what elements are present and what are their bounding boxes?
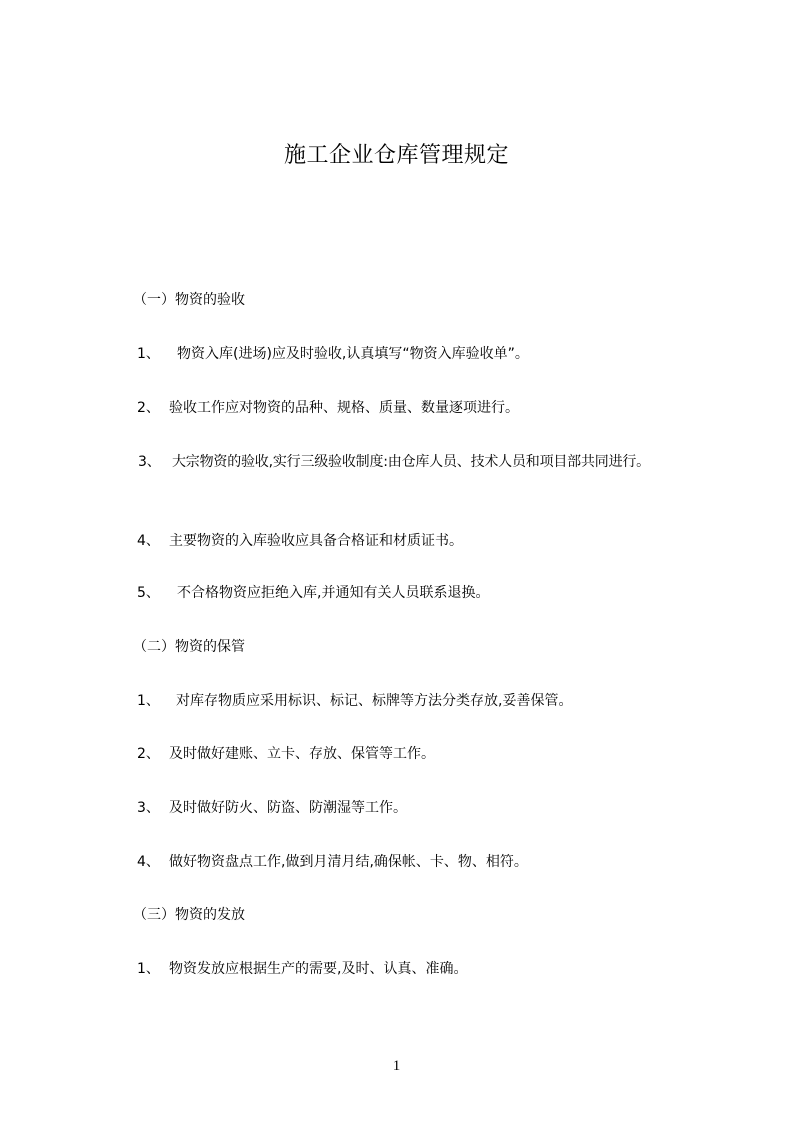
item-text: 验收工作应对物资的品种、规格、质量、数量逐项进行。 <box>169 400 519 416</box>
item-text: 及时做好建账、立卡、存放、保管等工作。 <box>169 746 435 762</box>
document-title: 施工企业仓库管理规定 <box>283 143 509 168</box>
item-text: 对库存物质应采用标识、标记、标牌等方法分类存放,妥善保管。 <box>176 693 573 709</box>
item-text: 主要物资的入库验收应具备合格证和材质证书。 <box>169 533 463 549</box>
item-text: 物资发放应根据生产的需要,及时、认真、准确。 <box>169 961 468 977</box>
item-number: 3、 <box>138 454 161 470</box>
item-number: 1、 <box>137 346 160 362</box>
item-number: 2、 <box>137 400 160 416</box>
list-item <box>137 851 528 873</box>
item-text: 及时做好防火、防盗、防潮湿等工作。 <box>169 800 407 816</box>
item-number: 3、 <box>137 800 160 816</box>
page-number: 1 <box>392 1058 401 1074</box>
list-item <box>137 397 519 419</box>
list-item <box>105 450 725 474</box>
item-text: 做好物资盘点工作,做到月清月结,确保帐、卡、物、相符。 <box>169 854 528 870</box>
item-text: 不合格物资应拒绝入库,并通知有关人员联系退换。 <box>177 585 490 601</box>
section-heading-1: （一）物资的验收 <box>133 292 245 308</box>
list-item <box>137 690 572 712</box>
item-number: 4、 <box>137 854 160 870</box>
item-number: 1、 <box>137 961 160 977</box>
list-item <box>137 958 467 980</box>
item-text: 大宗物资的验收,实行三级验收制度:由仓库人员、技术人员和项目部共同进行。 <box>172 454 650 470</box>
list-item <box>137 343 529 365</box>
section-heading-2: （二）物资的保管 <box>133 639 245 655</box>
item-number: 1、 <box>137 693 160 709</box>
item-number: 2、 <box>137 746 160 762</box>
list-item <box>137 797 407 819</box>
list-item <box>137 530 463 552</box>
list-item <box>137 582 489 604</box>
list-item <box>137 743 435 765</box>
item-number: 5、 <box>137 585 160 601</box>
section-heading-3: （三）物资的发放 <box>133 907 245 923</box>
item-text: 物资入库(进场)应及时验收,认真填写“物资入库验收单”。 <box>177 346 529 362</box>
item-number: 4、 <box>137 533 160 549</box>
